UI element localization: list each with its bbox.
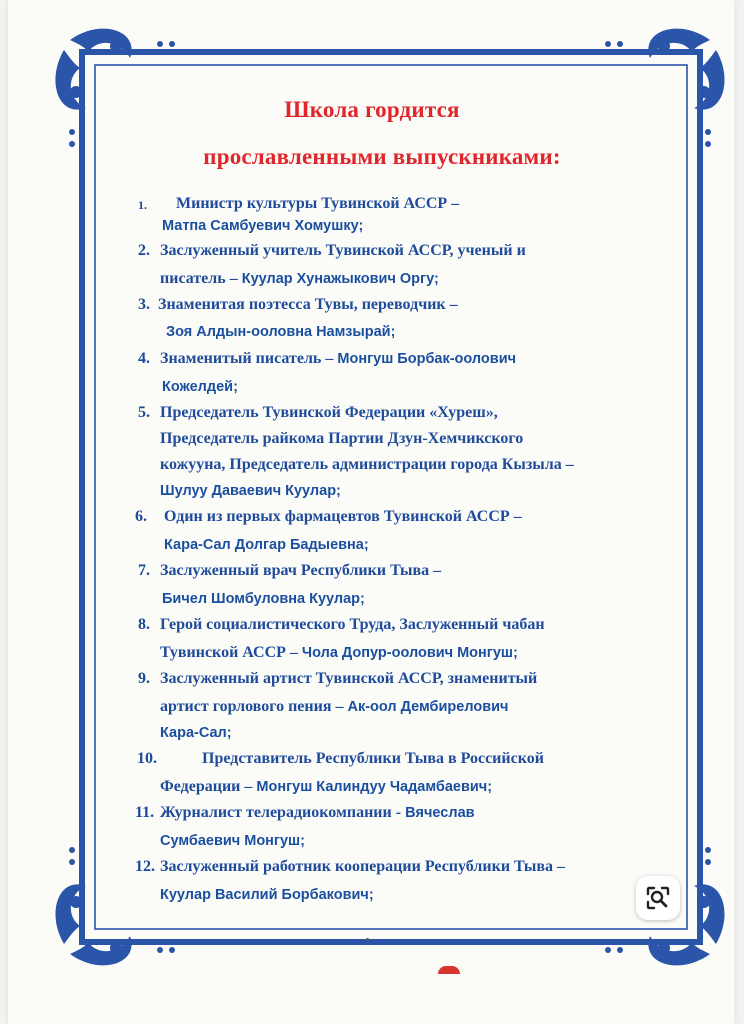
item-text: Тувинской АССР – xyxy=(160,644,302,661)
list-item-line xyxy=(160,698,508,716)
page-title-line-2: прославленными выпускниками: xyxy=(203,144,561,169)
item-number: 12. xyxy=(135,858,155,875)
item-text: артист горлового пения – xyxy=(160,698,348,715)
list-item-line xyxy=(160,562,441,580)
list-item-line xyxy=(164,508,522,526)
scan-speck xyxy=(366,938,369,941)
zoom-search-icon xyxy=(645,885,671,911)
item-text: Председатель Тувинской Федерации «Хуреш», xyxy=(160,404,498,421)
item-text: Заслуженный учитель Тувинской АССР, ученый и xyxy=(160,242,526,259)
list-item-line xyxy=(160,804,475,822)
person-name: Куулар Хунажыкович Оргу; xyxy=(241,271,439,287)
list-item-line xyxy=(162,590,365,608)
person-name: Матпа Самбуевич Хомушку; xyxy=(162,218,364,234)
red-mark xyxy=(438,966,460,974)
item-text: писатель – xyxy=(160,270,242,287)
list-item-line xyxy=(160,644,518,662)
item-number: 2. xyxy=(138,242,150,259)
person-name: Куулар Василий Борбакович; xyxy=(160,887,374,903)
list-item-line xyxy=(160,482,341,500)
list-item-line xyxy=(166,323,395,341)
person-name: Монгуш Калиндуу Чадамбаевич; xyxy=(256,779,493,795)
list-item-line xyxy=(160,832,305,850)
item-number: 5. xyxy=(138,404,150,421)
item-number: 4. xyxy=(138,350,150,367)
list-item-line xyxy=(160,242,526,260)
item-number: 10. xyxy=(137,750,157,767)
item-text: Министр культуры Тувинской АССР – xyxy=(176,195,460,212)
list-item-line xyxy=(160,858,565,876)
list-item-line xyxy=(158,296,458,314)
list-item-line xyxy=(164,536,369,554)
list-item-line xyxy=(160,670,537,688)
list-item-line xyxy=(162,378,238,396)
item-text: Знаменитая поэтесса Тувы, переводчик – xyxy=(158,296,458,313)
list-item-line xyxy=(176,195,459,213)
item-text: Один из первых фармацевтов Тувинской АССР – xyxy=(164,508,522,525)
list-item-line xyxy=(160,350,516,368)
item-number: 11. xyxy=(135,804,155,821)
item-text: Федерации – xyxy=(160,778,257,795)
person-name: Ак-оол Дембирелович xyxy=(347,699,509,715)
item-text: Герой социалистического Труда, Заслуженный чабан xyxy=(160,616,545,633)
item-text: Знаменитый писатель – xyxy=(160,350,338,367)
item-text: Заслуженный артист Тувинской АССР, знаменитый xyxy=(160,670,538,687)
list-item-line xyxy=(162,217,363,235)
list-item-line xyxy=(202,750,544,768)
person-name: Шулуу Даваевич Куулар; xyxy=(160,483,341,499)
item-text: Заслуженный работник кооперации Республики Тыва – xyxy=(160,858,566,875)
item-number: 8. xyxy=(138,616,150,633)
item-text: Председатель райкома Партии Дзун-Хемчикского xyxy=(160,430,524,447)
person-name: Сумбаевич Монгуш; xyxy=(160,833,305,849)
list-item-line xyxy=(160,430,523,448)
list-item-line xyxy=(160,270,439,288)
list-item-line xyxy=(160,616,545,634)
person-name: Зоя Алдын-ооловна Намзырай; xyxy=(166,324,396,340)
person-name: Кожелдей; xyxy=(162,379,238,395)
list-item-line xyxy=(160,886,374,904)
person-name: Вячеслав xyxy=(405,805,475,821)
person-name: Бичел Шомбуловна Куулар; xyxy=(162,591,365,607)
zoom-button[interactable] xyxy=(636,876,680,920)
item-number: 3. xyxy=(138,296,150,313)
list-item-line xyxy=(160,778,492,796)
item-number: 7. xyxy=(138,562,150,579)
person-name: Монгуш Борбак-оолович xyxy=(337,351,517,367)
list-item-line xyxy=(160,724,232,742)
item-text: Представитель Республики Тыва в Российской xyxy=(202,750,544,767)
list-item-line xyxy=(160,456,574,474)
person-name: Чола Допур-оолович Монгуш; xyxy=(301,645,518,661)
person-name: Кара-Сал; xyxy=(160,725,232,741)
item-number: 6. xyxy=(135,508,147,525)
item-text: кожууна, Председатель администрации города Кызыла – xyxy=(160,456,574,473)
item-number: 9. xyxy=(138,670,150,687)
list-item-line xyxy=(160,404,498,422)
item-text: Журналист телерадиокомпании - xyxy=(160,804,406,821)
person-name: Кара-Сал Долгар Бадыевна; xyxy=(164,537,369,553)
item-text: Заслуженный врач Республики Тыва – xyxy=(160,562,442,579)
page-title-line-1: Школа гордится xyxy=(284,97,460,122)
item-number: 1. xyxy=(138,198,147,212)
